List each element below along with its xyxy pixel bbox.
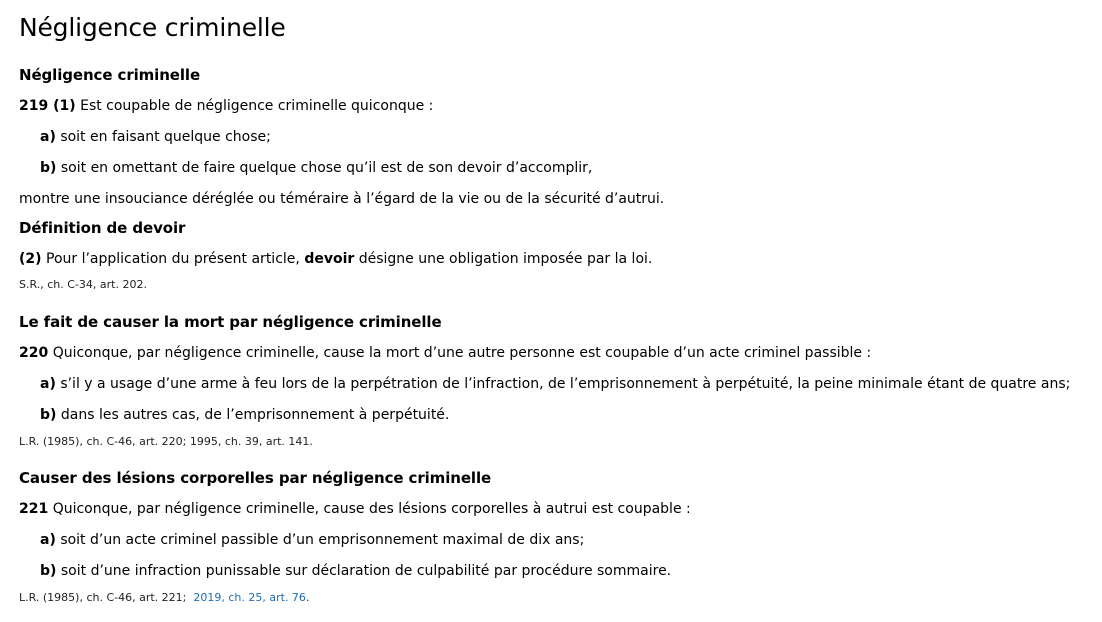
page-title: Négligence criminelle bbox=[19, 13, 286, 42]
amendment-link[interactable]: 2019, ch. 25, art. 76 bbox=[193, 591, 306, 604]
section-219-history: S.R., ch. C-34, art. 202. bbox=[19, 278, 147, 291]
section-220-heading: Le fait de causer la mort par négligence criminelle bbox=[19, 313, 442, 331]
paragraph-label: a) bbox=[40, 129, 56, 145]
paragraph-text: soit d’un acte criminel passible d’un emprisonnement maximal de dix ans; bbox=[60, 532, 585, 548]
paragraph-label: b) bbox=[40, 160, 57, 176]
subsection-number: (2) bbox=[19, 251, 42, 267]
definition-heading: Définition de devoir bbox=[19, 219, 186, 237]
paragraph-text: dans les autres cas, de l’emprisonnement à perpétuité. bbox=[60, 407, 450, 423]
defined-term: devoir bbox=[304, 251, 355, 267]
paragraph-text: soit en faisant quelque chose; bbox=[60, 129, 271, 145]
paragraph-221-a bbox=[40, 531, 584, 549]
paragraph-label: b) bbox=[40, 563, 57, 579]
paragraph-text: soit en omettant de faire quelque chose qu’il est de son devoir d’accomplir, bbox=[60, 160, 593, 176]
section-219-continued-text: montre une insouciance déréglée ou téméraire à l’égard de la vie ou de la sécurité d’autrui. bbox=[19, 191, 665, 207]
section-number: 221 bbox=[19, 501, 49, 517]
section-221-heading: Causer des lésions corporelles par négligence criminelle bbox=[19, 469, 492, 487]
paragraph-221-b bbox=[40, 562, 671, 580]
section-219-heading: Négligence criminelle bbox=[19, 66, 201, 84]
paragraph-label: b) bbox=[40, 407, 57, 423]
subsection-text-before: Pour l’application du présent article, bbox=[46, 251, 300, 267]
subsection-text-after: désigne une obligation imposée par la loi. bbox=[358, 251, 653, 267]
paragraph-label: a) bbox=[40, 532, 56, 548]
paragraph-text: s’il y a usage d’une arme à feu lors de la perpétration de l’infraction, de l’emprisonnement à perpétuité, la peine minimale étant de quatre ans; bbox=[60, 376, 1071, 392]
section-219-subsection-2 bbox=[19, 250, 652, 268]
section-220-history: L.R. (1985), ch. C-46, art. 220; 1995, ch. 39, art. 141. bbox=[19, 435, 313, 448]
paragraph-text: soit d’une infraction punissable sur déclaration de culpabilité par procédure sommaire. bbox=[60, 563, 672, 579]
paragraph-220-a bbox=[40, 375, 1070, 393]
section-221-history bbox=[19, 589, 309, 607]
section-219-subsection-1 bbox=[19, 97, 433, 115]
section-number: 219 (1) bbox=[19, 98, 76, 114]
paragraph-219-b bbox=[40, 159, 592, 177]
paragraph-219-a bbox=[40, 128, 271, 146]
history-period: . bbox=[305, 591, 310, 604]
section-text: Quiconque, par négligence criminelle, cause la mort d’une autre personne est coupable d’un acte criminel passible : bbox=[52, 345, 872, 361]
section-220-text-line bbox=[19, 344, 871, 362]
paragraph-220-b bbox=[40, 406, 449, 424]
section-221-text-line bbox=[19, 500, 691, 518]
paragraph-label: a) bbox=[40, 376, 56, 392]
history-text: L.R. (1985), ch. C-46, art. 221; bbox=[19, 591, 187, 604]
section-number: 220 bbox=[19, 345, 49, 361]
section-text: Est coupable de négligence criminelle quiconque : bbox=[80, 98, 434, 114]
section-text: Quiconque, par négligence criminelle, cause des lésions corporelles à autrui est coupable : bbox=[52, 501, 691, 517]
